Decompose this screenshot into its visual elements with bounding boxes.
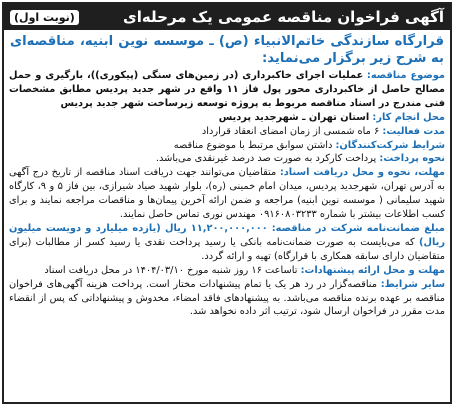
section-label: مهلت، نحوه و محل دریافت اسناد: — [279, 167, 445, 179]
section-label: شرایط شرکت‌کنندگان: — [335, 139, 445, 151]
guarantee-amount: ۱۱,۲۰۰,۰۰۰,۰۰۰ ریال (یازده میلیارد و دویست میلیون ریال) — [9, 222, 445, 248]
section-documents — [9, 166, 445, 222]
section-text: ۶ ماه شمسی از زمان امضای انعقاد قرارداد — [201, 125, 380, 137]
section-text: پرداخت کارکرد به صورت صد درصد غیرنقدی می‌باشد. — [155, 153, 377, 165]
section-deadline — [9, 264, 445, 278]
section-guarantee — [9, 222, 445, 264]
tender-notice — [2, 2, 452, 404]
section-text: متقاضیان می‌توانند جهت دریافت اسناد مناقصه از تاریخ درج آگهی به آدرس تهران، شهرجدید پردیس، میدان امام خمینی (ره)، بلوار شهید صیاد شیرازی، بین فاز ۵ و ۹، کارگاه شهید سلیمانی ( موسسه نوین ابنیه) مراجعه و ضمن ارائه آخرین پیمان‌ها و مناقصات مراجعه نمایند و برای کسب اطلاعات بیشتر با شماره ۰۹۱۶۰۸۰۳۲۳۳ مهندس نوری تماس حاصل نمایند. — [9, 167, 445, 221]
notice-body — [4, 67, 450, 319]
section-subject — [9, 69, 445, 111]
section-label: مهلت و محل ارائه پیشنهادات: — [300, 264, 445, 276]
section-label: محل انجام کار: — [372, 111, 445, 123]
notice-title: آگهی فراخوان مناقصه عمومی یک مرحله‌ای — [123, 8, 444, 26]
round-badge: (نوبت اول) — [10, 10, 79, 25]
section-label: موضوع مناقصه: — [366, 70, 445, 81]
section-text: عملیات اجرای خاکبرداری (در زمین‌های سنگی (پیکوری))، بارگیری و حمل مصالح حاصل از خاکبرداری محور پول فاز ۱۱ واقع در شهر جدید پردیس مطابق مشخصات فنی مندرج در اسناد مناقصه مربوط به پروژه توسعه زیرساخت شهر جدید پردیس — [9, 70, 445, 109]
section-label: سایر شرایط: — [380, 278, 446, 290]
organizer-heading: قرارگاه سازندگی خاتم‌الانبیاء (ص) ـ موسسه نوین ابنیه، مناقصه‌ای به شرح زیر برگزار می‌نماید: — [10, 34, 444, 66]
section-other-terms — [9, 278, 445, 320]
section-location — [9, 111, 445, 125]
section-duration — [9, 125, 445, 139]
section-text: مناقصه‌گزار در رد هر یک یا تمام پیشنهادات مختار است. پرداخت هزینه آگهی‌های فراخوان مناقصه بر عهده برنده مناقصه می‌باشد. به پیشنهادهای فاقد امضاء، مخدوش و پیشنهاداتی که پس از انقضاء مدت مقرر در فراخوان ارسال شود، ترتیب اثر داده نخواهد شد. — [9, 278, 445, 318]
section-text: که می‌بایست به صورت ضمانت‌نامه بانکی یا رسید پرداخت نقدی یا رسید کسر از مطالبات (برای متقاضیان دارای سابقه همکاری با قرارگاه) تهیه و ارائه گردد. — [9, 236, 445, 262]
section-payment — [9, 152, 445, 166]
section-text: استان تهران ـ شهرجدید پردیس — [218, 111, 370, 123]
section-text: داشتن سوابق مرتبط با موضوع مناقصه — [173, 139, 333, 151]
section-label: مدت فعالیت: — [382, 125, 445, 137]
section-label: مبلغ ضمانت‌نامه شرکت در مناقصه: — [271, 222, 445, 234]
section-eligibility — [9, 139, 445, 153]
section-label: نحوه پرداخت: — [379, 153, 445, 165]
section-text: تاساعت ۱۶ روز شنبه مورخ ۱۴۰۴/۰۳/۱۰ در محل دریافت اسناد — [44, 264, 298, 276]
notice-header — [4, 4, 450, 30]
